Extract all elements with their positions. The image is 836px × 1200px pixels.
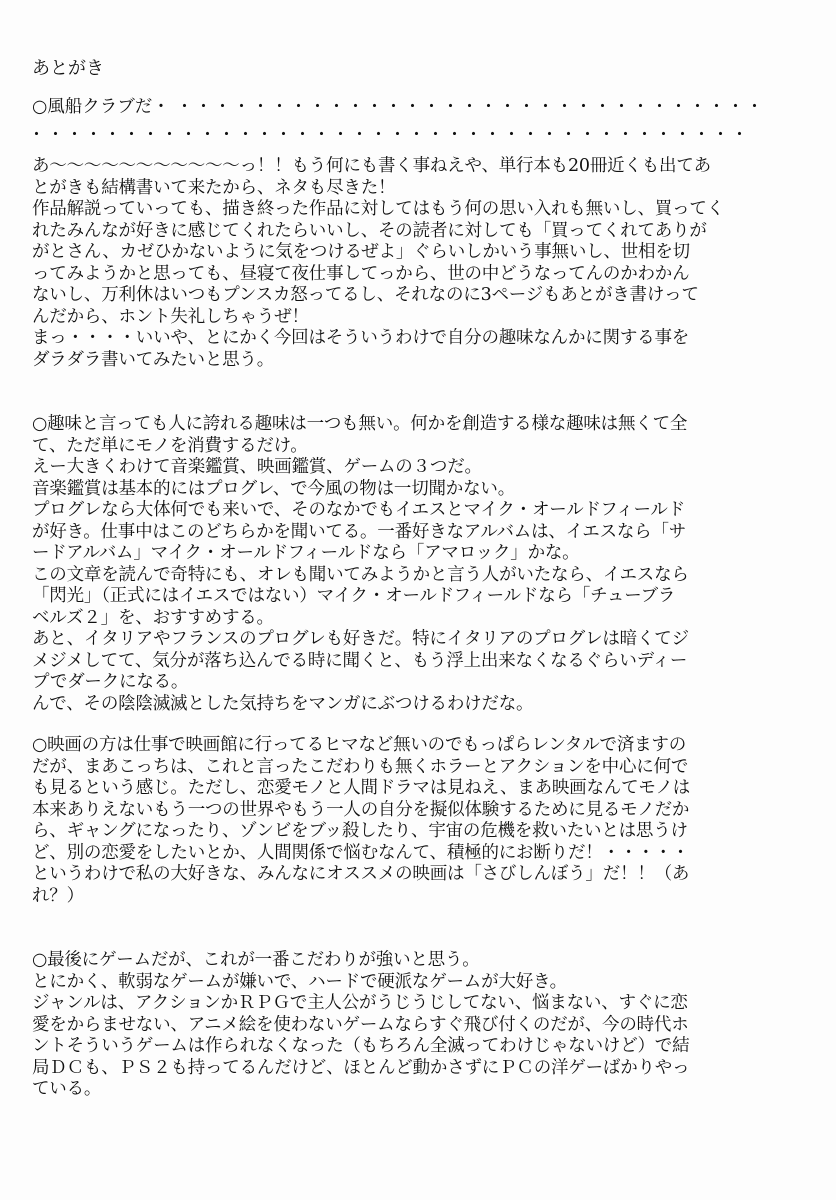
paragraph-intro (32, 156, 812, 371)
text-line: メジメしてて、気分が落ち込んでる時に聞くと、もう浮上出来なくなるぐらいディー (32, 650, 688, 671)
text-line: がとさん、カゼひかないように気をつけるぜよ」ぐらいしかいう事無いし、世相を切 (32, 242, 690, 262)
text-line: ントそういうゲームは作られなくなった（もちろん全滅ってわけじゃないけど）で結 (32, 1036, 690, 1056)
text-line: ら、ギャングになったり、ゾンビをブッ殺したり、宇宙の危機を救いたいとは思うけ (32, 821, 688, 841)
text-line: れ？） (32, 885, 84, 906)
dot-leader-line-1: ・・・・・・・・・・・・・・・・・・・・・・・・・・・・・・・ (176, 97, 765, 117)
text-line: 「閃光」（正式にはイエスではない）マイク・オールドフィールドなら「チューブラ (32, 586, 676, 606)
text-line: ジャンルは、アクションかＲＰＧで主人公がうじうじしてない、悩まない、すぐに恋 (32, 993, 688, 1013)
text-line: あ～～～～～～～～～～～っ！！もう何にも書く事ねえや、単行本も20冊近くも出てあ (32, 156, 711, 176)
text-line: 作品解説っていっても、描き終った作品に対してはもう何の思い入れも無いし、買ってく (32, 199, 724, 219)
text-line: だが、まあこっちは、これと言ったこだわりも無くホラーとアクションを中心に何で (32, 756, 689, 777)
paragraph-movies (32, 735, 812, 907)
text-line: て、ただ単にモノを消費するだけ。 (32, 435, 308, 456)
text-line: ○最後にゲームだが、これが一番こだわりが強いと思う。 (32, 950, 480, 970)
text-line: えー大きくわけて音楽鑑賞、映画鑑賞、ゲームの３つだ。 (32, 457, 482, 477)
paragraph-hobbies-music (32, 414, 812, 715)
dot-leader-line-2: ・・・・・・・・・・・・・・・・・・・・・・・・・・・・・・・・・・・・・・ (28, 125, 750, 145)
text-line: ードアルバム」マイク・オールドフィールドなら「アマロック」かな。 (32, 543, 580, 563)
text-line: この文章を読んで奇特にも、オレも聞いてみようかと言う人がいたなら、イエスなら (32, 564, 689, 585)
text-line: んだから、ホント失礼しちゃうぜ！ (32, 306, 309, 327)
text-line: とがきも結構書いて来たから、ネタも尽きた！ (32, 177, 396, 198)
text-line: ○趣味と言っても人に誇れる趣味は一つも無い。何かを創造する様な趣味は無くて全 (32, 414, 688, 434)
text-line: プログレなら大体何でも来いで、そのなかでもイエスとマイク・オールドフィールド (32, 500, 686, 520)
text-line: というわけで私の大好きな、みんなにオススメの映画は「さびしんぼう」だ！！（あ (32, 864, 690, 884)
paragraph-games (32, 950, 812, 1101)
text-line: ○映画の方は仕事で映画館に行ってるヒマなど無いのでもっぱらレンタルで済ますの (32, 735, 687, 755)
text-line: ってみようかと思っても、昼寝て夜仕事してっから、世の中どうなってんのかわかん (32, 263, 690, 284)
text-line: プでダークになる。 (32, 672, 189, 692)
section-heading: ○風船クラブだ・ (32, 97, 170, 117)
text-line: が好き。仕事中はこのどちらかを聞いてる。一番好きなアルバムは、イエスなら「サ (32, 521, 687, 542)
text-line: も見るという感じ。ただし、恋愛モノと人間ドラマは見ねえ、まあ映画なんてモノは (32, 778, 691, 798)
text-line: 局ＤＣも、ＰＳ２も持ってるんだけど、ほとんど動かさずにＰＣの洋ゲーばかりやっ (32, 1057, 690, 1078)
text-line: 本来ありえないもう一つの世界やもう一人の自分を擬似体験するために見るモノだか (32, 799, 690, 820)
text-line: ダラダラ書いてみたいと思う。 (32, 349, 275, 370)
text-line: ないし、万利休はいつもプンスカ怒ってるし、それなのに3ページもあとがき書けって (32, 285, 699, 305)
text-line: ど、別の恋愛をしたいとか、人間関係で悩むなんて、積極的にお断りだ！・・・・・ (32, 842, 690, 863)
text-line: 愛をからませない、アニメ絵を使わないゲームならすぐ飛び付くのだが、今の時代ホ (32, 1014, 689, 1035)
text-line: ベルズ２」を、おすすめする。 (32, 607, 274, 628)
text-line: ている。 (32, 1079, 102, 1099)
text-line: 音楽鑑賞は基本的にはプログレ、で今風の物は一切聞かない。 (32, 478, 515, 499)
text-line: あと、イタリアやフランスのプログレも好きだ。特にイタリアのプログレは暗くてジ (32, 629, 689, 649)
text-line: んで、その陰陰滅滅とした気持ちをマンガにぶつけるわけだな。 (32, 693, 534, 714)
text-line: とにかく、軟弱なゲームが嫌いで、ハードで硬派なゲームが大好き。 (32, 971, 567, 992)
text-line: まっ・・・・いいや、とにかく今回はそういうわけで自分の趣味なんかに関する事を (32, 328, 690, 348)
text-line: れたみんなが好きに感じてくれたらいいし、その読者に対しても「買ってくれてありが (32, 220, 707, 241)
page-title: あとがき (32, 58, 104, 79)
